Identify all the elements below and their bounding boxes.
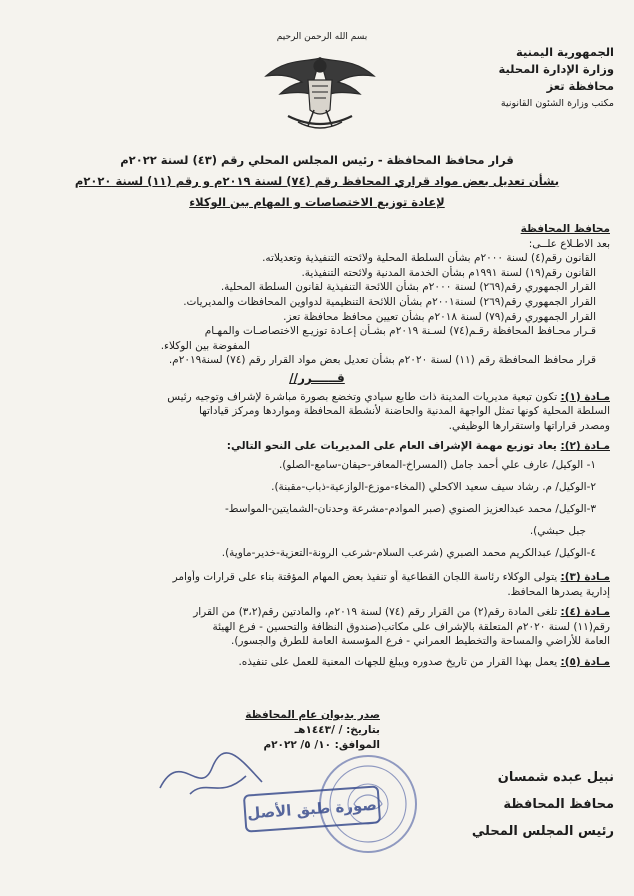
article-1-text: تكون تبعية مديريات المدينة ذات طابع سيادي وتخضع بصورة مباشرة لإشراف وتوجيه رئيس <box>167 390 558 403</box>
decision-body <box>24 222 610 669</box>
preamble-item: قرار محافظ المحافظة رقم (١١) لسنة ٢٠٢٠م بشأن تعديل بعض مواد القرار رقم (٧٤) لسنة٢٠١٩م. <box>168 354 596 367</box>
article-4-line: العامة للأراضي والمساحة والتخطيط العمراني - فرع المؤسسة العامة للطرق والجسور). <box>231 635 610 648</box>
basmala: بسم الله الرحمن الرحيم <box>276 32 368 42</box>
after-review: بعد الاطـلاع علــى: <box>528 237 610 250</box>
signatory-title-2: رئيس المجلس المحلي <box>471 824 614 839</box>
issued-at: صدر بديوان عام المحافظة <box>245 709 380 721</box>
eagle-emblem-icon <box>258 36 382 140</box>
agent-line: ٢-الوكيل/ م. رشاد سيف سعيد الاكحلي (المخاء-موزع-الوازعية-ذباب-مقبنة). <box>271 480 596 493</box>
title-line-3: لإعادة توزيع الاختصاصات و المهام بين الوكلاء <box>189 195 445 209</box>
preamble-item: قـرار محـافظ المحافظة رقـم(٧٤) لسـنة ٢٠١٩م بشـأن إعـادة توزيـع الاختصاصـات والمهـام <box>204 325 596 338</box>
letterhead-governorate: محافظة تعز <box>546 79 614 93</box>
article-1-line: السلطة المحلية كونها تمثل الواجهة المدنية والحاضنة لأنشطة المحافظة ومواردها ومركز قياداتها <box>198 405 610 418</box>
letterhead-ministry: وزارة الإدارة المحلية <box>498 62 614 76</box>
article-2-text: يعاد توزيع مهمة الإشراف العام على المديريات على النحو التالي: <box>226 440 557 453</box>
preamble-item: القرار الجمهوري رقم(٢٦٩) لسنة٢٠٠١م بشأن اللائحة التنظيمية لدواوين المحافظات والمديريات. <box>183 295 596 308</box>
article-3-label: مـادة (٣): <box>560 570 610 583</box>
agent-line: ١- الوكيل/ عارف علي أحمد جامل (المسراخ-المعافر-حيفان-سامع-الصلو). <box>278 458 596 471</box>
signatory-block <box>414 764 614 845</box>
preamble-item-continued: المفوضة بين الوكلاء. <box>160 339 250 352</box>
letterhead <box>454 44 614 112</box>
article-3-line: إدارية يصدرها المحافظ. <box>507 585 610 598</box>
agent-line: ٤-الوكيل/ عبدالكريم محمد الصبري (شرعب السلام-شرعب الرونة-التعزية-خدير-ماوية). <box>221 546 596 559</box>
article-5-text: يعمل بهذا القرار من تاريخ صدوره ويبلغ للجهات المعنية للعمل على تنفيذه. <box>238 655 558 668</box>
agent-line: ٣-الوكيل/ محمد عبدالعزيز الصنوي (صبر الموادم-مشرعة وحدنان-الشمايتين-المواسط- <box>224 502 596 515</box>
article-1 <box>24 390 610 405</box>
title-line-1: قرار محافظ المحافظة - رئيس المجلس المحلي رقم (٤٣) لسنة ٢٠٢٢م <box>120 153 514 167</box>
article-3-text: يتولى الوكلاء رئاسة اللجان القطاعية أو تنفيذ بعض المهام المؤقتة بناء على قرارات وأوامر <box>172 570 558 583</box>
signatory-title: محافظ المحافظة <box>503 797 614 812</box>
article-3 <box>24 570 610 585</box>
preamble-item: القانون رقم(٤) لسنة ٢٠٠٠م بشأن السلطة المحلية ولائحته التنفيذية وتعديلاته. <box>262 252 596 265</box>
article-4-label: مـادة (٤): <box>560 606 610 619</box>
article-1-line: ومصدر قراراتها واستقرارها الوظيفي. <box>448 419 610 432</box>
gregorian-date: الموافق: ١٠/ ٥/ ٢٠٢٢م <box>263 739 380 751</box>
decision-heading: قــــــرر// <box>289 370 345 385</box>
decision-title <box>40 150 594 213</box>
preamble-heading: محافظ المحافظة <box>520 223 610 235</box>
article-5-label: مـادة (٥): <box>560 655 610 668</box>
preamble-item: القرار الجمهوري رقم(٢٦٩) لسنة ٢٠٠٠م بشأن اللائحة التنفيذية لقانون السلطة المحلية. <box>220 281 596 294</box>
article-1-label: مـادة (١): <box>560 390 610 403</box>
hijri-date: بتاريخ: / /١٤٤٣هـ <box>294 724 380 736</box>
title-line-2: بشأن تعديل بعض مواد قراري المحافظ رقم (٧٤) لسنة ٢٠١٩م و رقم (١١) لسنة ٢٠٢٠م <box>74 174 560 188</box>
article-5 <box>24 655 610 670</box>
letterhead-country: الجمهورية اليمنية <box>515 45 614 59</box>
preamble-item: القانون رقم(١٩) لسنة ١٩٩١م بشأن الخدمة المدنية ولائحته التنفيذية. <box>301 266 596 279</box>
article-4 <box>24 605 610 620</box>
agent-line-continued: جبل حبشي). <box>529 524 586 537</box>
article-2-label: مـادة (٢): <box>560 440 610 453</box>
article-4-line: رقم(١١) لسنة ٢٠٢٠م المتعلقة بالإشراف على مكاتب(صندوق النظافة والتحسين - فرع الهيئة <box>212 620 610 633</box>
stamp-text: صورة طبق الأصل <box>246 795 378 823</box>
preamble-item: القرار الجمهوري رقم(٧٩) لسنة ٢٠١٨م بشأن تعيين محافظ محافظة تعز. <box>283 310 596 323</box>
signatory-name: نبيل عبده شمسان <box>497 770 614 785</box>
letterhead-office: مكتب وزارة الشئون القانونية <box>500 98 614 109</box>
article-2 <box>24 439 610 454</box>
article-4-text: تلغى المادة رقم(٢) من القرار رقم (٧٤) لسنة ٢٠١٩م، والمادتين رقم(٣،٢) من القرار <box>193 606 558 619</box>
